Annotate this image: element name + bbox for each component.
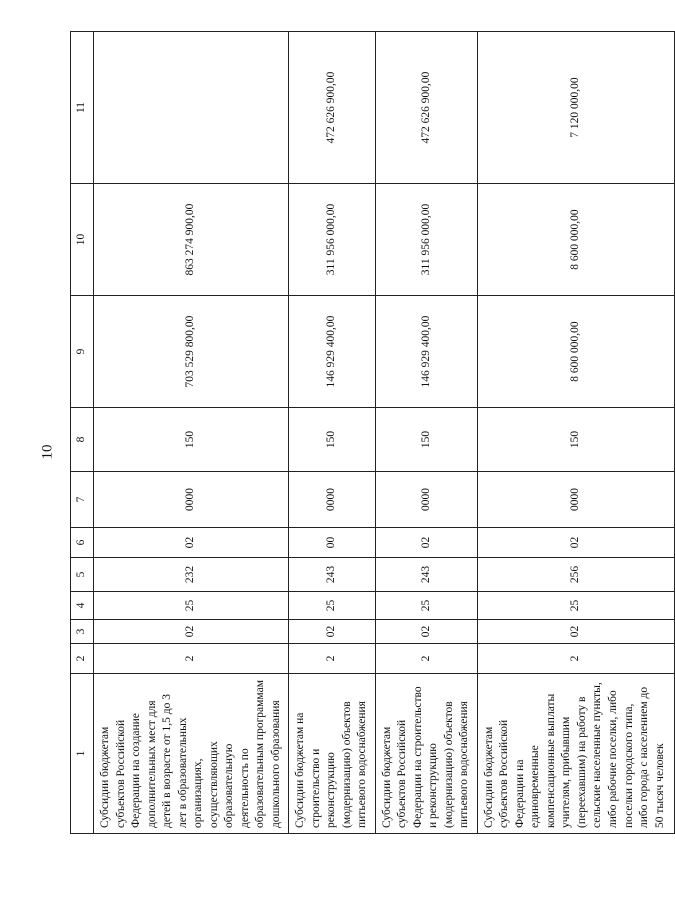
table-cell: 25 xyxy=(94,592,289,620)
amount-cell: 703 529 800,00 xyxy=(94,296,289,408)
table-cell: 0000 xyxy=(375,472,477,528)
amount-cell: 8 600 000,00 xyxy=(477,184,674,296)
table-row xyxy=(94,32,289,834)
column-header: 8 xyxy=(71,408,94,472)
table-cell: 2 xyxy=(375,644,477,674)
table-cell: 25 xyxy=(289,592,376,620)
table-cell: 243 xyxy=(289,558,376,592)
table-row xyxy=(289,32,376,834)
table-cell: 0000 xyxy=(94,472,289,528)
amount-cell: 146 929 400,00 xyxy=(289,296,376,408)
table-cell: 150 xyxy=(289,408,376,472)
table-cell: 25 xyxy=(477,592,674,620)
amount-cell: 863 274 900,00 xyxy=(94,184,289,296)
column-header: 10 xyxy=(71,184,94,296)
table-cell: 00 xyxy=(289,528,376,558)
amount-cell: 472 626 900,00 xyxy=(289,32,376,184)
table-cell: 25 xyxy=(375,592,477,620)
row-description: Субсидии бюджетам субъектов Российской Федерации на единовременные компенсационные выплаты учителям, прибывшим (переехавшим) на работу в сельские населенные пункты, либо рабочие поселки, либо поселки городского типа, либо города с населением до 50 тысяч человек xyxy=(477,674,674,834)
column-header: 4 xyxy=(71,592,94,620)
page-number: 10 xyxy=(39,444,56,460)
table-cell: 02 xyxy=(289,620,376,644)
table-cell: 2 xyxy=(477,644,674,674)
row-description: Субсидии бюджетам субъектов Российской Федерации на создание дополнительных мест для детей в возрасте от 1,5 до 3 лет в образовательных организациях, осуществляющих образовательную деятельность по образовательным программам дошкольного образования xyxy=(94,674,289,834)
column-header: 2 xyxy=(71,644,94,674)
column-header: 6 xyxy=(71,528,94,558)
column-header: 11 xyxy=(71,32,94,184)
column-header: 1 xyxy=(71,674,94,834)
budget-table xyxy=(70,31,675,834)
table-cell: 02 xyxy=(94,620,289,644)
table-cell: 150 xyxy=(94,408,289,472)
table-cell: 150 xyxy=(477,408,674,472)
table-cell: 02 xyxy=(375,528,477,558)
row-description: Субсидии бюджетам субъектов Российской Федерации на строительство и реконструкцию (модернизацию) объектов питьевого водоснабжения xyxy=(375,674,477,834)
table-row xyxy=(375,32,477,834)
table-cell: 02 xyxy=(477,528,674,558)
column-header: 7 xyxy=(71,472,94,528)
header-row xyxy=(71,32,94,834)
table-cell: 2 xyxy=(94,644,289,674)
table-cell: 232 xyxy=(94,558,289,592)
table-cell: 02 xyxy=(375,620,477,644)
table-cell: 0000 xyxy=(289,472,376,528)
table-cell: 243 xyxy=(375,558,477,592)
column-header: 3 xyxy=(71,620,94,644)
column-header: 9 xyxy=(71,296,94,408)
amount-cell: 311 956 000,00 xyxy=(375,184,477,296)
amount-cell: 146 929 400,00 xyxy=(375,296,477,408)
column-header: 5 xyxy=(71,558,94,592)
table-cell: 2 xyxy=(289,644,376,674)
budget-table-container xyxy=(70,32,666,834)
amount-cell xyxy=(94,32,289,184)
row-description: Субсидии бюджетам на строительство и реконструкцию (модернизацию) объектов питьевого водоснабжения xyxy=(289,674,376,834)
table-cell: 02 xyxy=(477,620,674,644)
table-row xyxy=(477,32,674,834)
amount-cell: 472 626 900,00 xyxy=(375,32,477,184)
amount-cell: 7 120 000,00 xyxy=(477,32,674,184)
table-cell: 256 xyxy=(477,558,674,592)
amount-cell: 8 600 000,00 xyxy=(477,296,674,408)
amount-cell: 311 956 000,00 xyxy=(289,184,376,296)
table-cell: 150 xyxy=(375,408,477,472)
table-cell: 02 xyxy=(94,528,289,558)
table-cell: 0000 xyxy=(477,472,674,528)
